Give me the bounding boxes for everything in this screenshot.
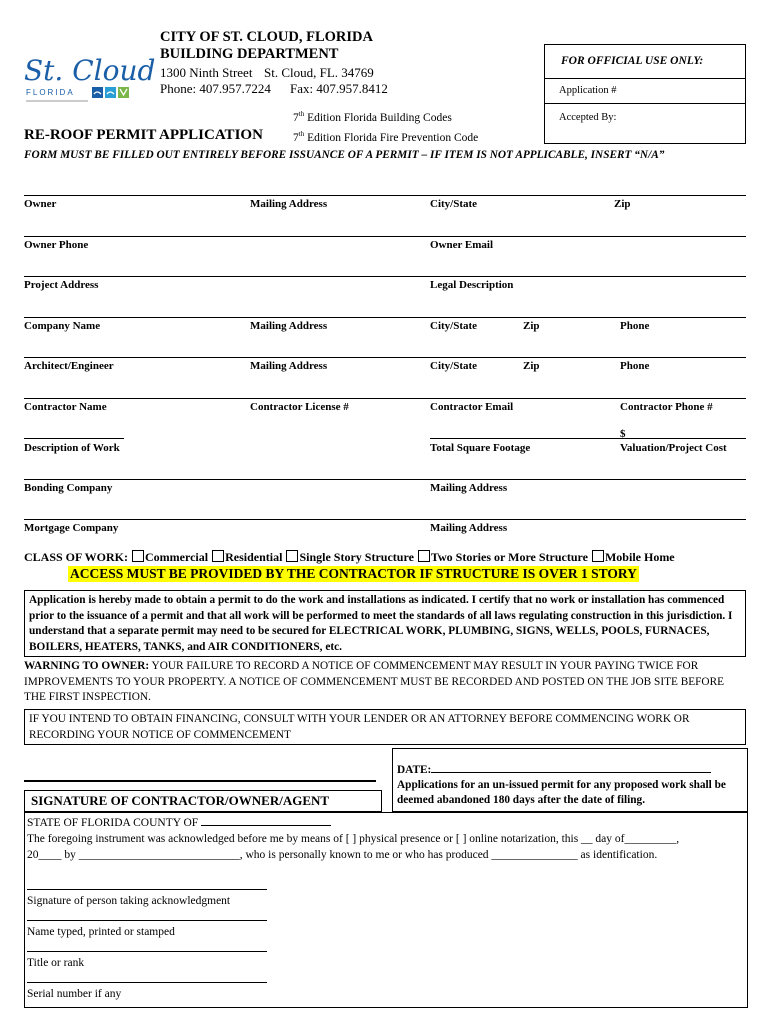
name-typed-label: Name typed, printed or stamped — [27, 926, 175, 938]
city-logo — [22, 48, 156, 106]
sig-person-line[interactable] — [27, 889, 267, 890]
state-county-label: STATE OF FLORIDA COUNTY OF — [27, 817, 199, 829]
architect-citystate-label: City/State — [430, 360, 478, 372]
certification-box: Application is hereby made to obtain a permit to do the work and installations as indicated. I certify that no work or installation has commenced prior to the issuance of a permit and that all work will be performed to meet the standards of all laws regulating construction in this jurisdiction. I understand that a separate permit may need to be secured for ELECTRICAL WORK, PLUMBING, SIGNS, WELLS, POOLS, FURNACES, BOILERS, HEATERS, TANKS, and AIR CONDITIONERS, etc. — [24, 590, 746, 657]
company-phone-label: Phone — [620, 320, 650, 332]
mobile-home-checkbox[interactable] — [592, 550, 604, 562]
fire-code-edition: 7th Edition Florida Fire Prevention Code — [293, 130, 479, 144]
owner-mailing-label: Mailing Address — [250, 198, 328, 210]
dollar-sign: $ — [620, 428, 626, 440]
official-use-title: FOR OFFICIAL USE ONLY: — [561, 55, 704, 67]
official-use-box — [544, 44, 746, 144]
owner-email-label: Owner Email — [430, 239, 494, 251]
architect-label: Architect/Engineer — [24, 360, 114, 372]
fax-number: Fax: 407.957.8412 — [290, 81, 388, 96]
acknowledgment-text: The foregoing instrument was acknowledged before me by means of [ ] physical presence or [ ] online notarization, this __ day of_________, — [27, 833, 680, 845]
owner-phone-label: Owner Phone — [24, 239, 89, 251]
city-state-zip: St. Cloud, FL. 34769 — [264, 65, 374, 80]
company-name-label: Company Name — [24, 320, 101, 332]
single-story-option-label: Single Story Structure — [299, 550, 414, 564]
single-story-checkbox[interactable] — [286, 550, 298, 562]
owner-zip-label: Zip — [614, 198, 631, 210]
notary-section — [24, 812, 748, 1008]
state-county-row — [27, 815, 745, 831]
architect-zip-label: Zip — [523, 360, 540, 372]
contractor-name-label: Contractor Name — [24, 401, 107, 413]
form-title: RE-ROOF PERMIT APPLICATION — [24, 127, 263, 143]
legal-description-label: Legal Description — [430, 279, 514, 291]
date-input-line[interactable] — [431, 772, 711, 773]
architect-mailing-label: Mailing Address — [250, 360, 328, 372]
project-address-label: Project Address — [24, 279, 99, 291]
logo-text: St. Cloud — [24, 54, 156, 87]
street-address: 1300 Ninth Street — [160, 65, 253, 80]
description-label: Description of Work — [24, 442, 120, 454]
square-footage-label: Total Square Footage — [430, 442, 531, 454]
county-input-line[interactable] — [201, 825, 331, 826]
owner-label: Owner — [24, 198, 57, 210]
signature-line[interactable] — [24, 780, 376, 782]
building-code-edition: 7th Edition Florida Building Codes — [293, 110, 452, 124]
warning-to-owner: WARNING TO OWNER: YOUR FAILURE TO RECORD A NOTICE OF COMMENCEMENT MAY RESULT IN YOUR PAYING TWICE FOR IMPROVEMENTS TO YOUR PROPERTY. A NOTICE OF COMMENCEMENT MUST BE RECORDED AND POSTED ON THE JOB SITE BEFORE THE FIRST INSPECTION. — [24, 660, 725, 703]
contractor-email-label: Contractor Email — [430, 401, 514, 413]
date-box — [392, 748, 748, 812]
signature-label: SIGNATURE OF CONTRACTOR/OWNER/AGENT — [24, 790, 382, 812]
form-instruction: FORM MUST BE FILLED OUT ENTIRELY BEFORE ISSUANCE OF A PERMIT – IF ITEM IS NOT APPLICABLE, INSERT “N/A” — [24, 149, 665, 161]
abandoned-notice: Applications for an un-issued permit for any proposed work shall be deemed abandoned 180 days after the date of filing. — [397, 779, 726, 806]
title-rank-line[interactable] — [27, 951, 267, 952]
two-stories-option-label: Two Stories or More Structure — [430, 550, 588, 564]
name-typed-line[interactable] — [27, 920, 267, 921]
mobile-home-option-label: Mobile Home — [604, 550, 675, 564]
company-mailing-label: Mailing Address — [250, 320, 328, 332]
class-of-work-label: CLASS OF WORK: — [24, 550, 129, 564]
department-name: BUILDING DEPARTMENT — [160, 46, 339, 62]
serial-number-label: Serial number if any — [27, 988, 122, 1000]
residential-option-label: Residential — [225, 550, 283, 564]
valuation-label: Valuation/Project Cost — [620, 442, 727, 454]
owner-citystate-label: City/State — [430, 198, 478, 210]
mortgage-company-label: Mortgage Company — [24, 522, 119, 534]
bonding-company-label: Bonding Company — [24, 482, 113, 494]
accepted-by-label: Accepted By: — [559, 112, 617, 123]
residential-checkbox[interactable] — [212, 550, 224, 562]
company-zip-label: Zip — [523, 320, 540, 332]
access-notice: ACCESS MUST BE PROVIDED BY THE CONTRACTOR IF STRUCTURE IS OVER 1 STORY — [70, 566, 637, 581]
date-row — [397, 763, 743, 778]
architect-phone-label: Phone — [620, 360, 650, 372]
commercial-option-label: Commercial — [145, 550, 209, 564]
acknowledgment-text-2: 20____ by ____________________________, who is personally known to me or who has produced _______________ as identification. — [27, 849, 658, 861]
title-rank-label: Title or rank — [27, 957, 85, 969]
phone-number: Phone: 407.957.7224 — [160, 81, 271, 96]
mortgage-mailing-label: Mailing Address — [430, 522, 508, 534]
serial-number-line[interactable] — [27, 982, 267, 983]
financing-notice-box: IF YOU INTEND TO OBTAIN FINANCING, CONSULT WITH YOUR LENDER OR AN ATTORNEY BEFORE COMMENCING WORK OR RECORDING YOUR NOTICE OF COMMENCEMENT — [24, 709, 746, 745]
class-of-work-row — [24, 550, 675, 565]
date-label: DATE: — [397, 764, 432, 776]
two-stories-checkbox[interactable] — [418, 550, 430, 562]
logo-subtext: FLORIDA — [26, 88, 75, 97]
company-citystate-label: City/State — [430, 320, 478, 332]
contractor-phone-label: Contractor Phone # — [620, 401, 713, 413]
contractor-license-label: Contractor License # — [250, 401, 349, 413]
city-name: CITY OF ST. CLOUD, FLORIDA — [160, 29, 373, 45]
bonding-mailing-label: Mailing Address — [430, 482, 508, 494]
sig-person-label: Signature of person taking acknowledgment — [27, 895, 231, 907]
commercial-checkbox[interactable] — [132, 550, 144, 562]
application-number-label: Application # — [559, 85, 617, 96]
